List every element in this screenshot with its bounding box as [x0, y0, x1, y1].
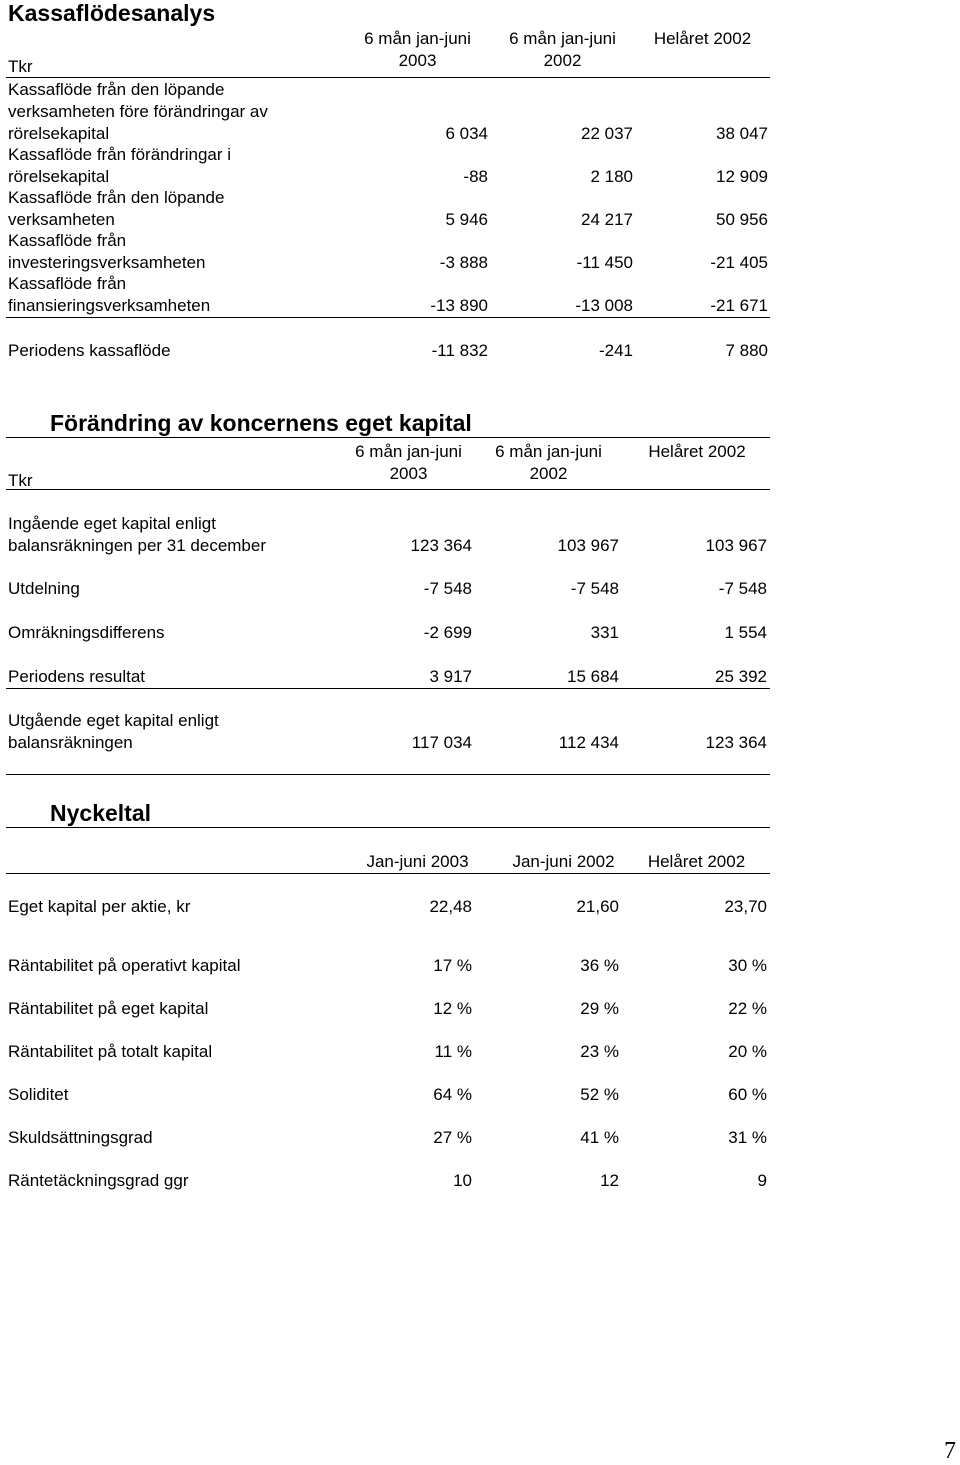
cashflow-cell: 50 956 — [716, 210, 768, 229]
cashflow-cell: 2 180 — [590, 167, 633, 186]
equity-cell: 112 434 — [558, 733, 619, 752]
equity-cell: 25 392 — [715, 667, 767, 686]
keyfigures-cell: 21,60 — [576, 897, 619, 916]
cashflow-row-label: Kassaflöde från investeringsverksamheten — [8, 231, 206, 272]
equity-title-rule — [6, 437, 770, 438]
keyfigures-cell: 22,48 — [429, 897, 472, 916]
keyfigures-row-label: Räntetäckningsgrad ggr — [8, 1171, 189, 1190]
equity-row-label: Utgående eget kapital enligt balansräkningen — [8, 711, 219, 752]
keyfigures-cell: 60 % — [728, 1085, 767, 1104]
equity-title: Förändring av koncernens eget kapital — [50, 410, 472, 436]
keyfigures-row-label: Soliditet — [8, 1085, 69, 1104]
equity-cell: 103 967 — [557, 536, 619, 555]
keyfigures-cell: 27 % — [433, 1128, 472, 1147]
keyfigures-row-label: Räntabilitet på totalt kapital — [8, 1042, 213, 1061]
cashflow-total-cell: 7 880 — [725, 341, 768, 360]
cashflow-row-label: Kassaflöde från den löpande verksamheten före förändringar av rörelsekapital — [8, 80, 268, 143]
keyfigures-col-header-2: Jan-juni 2002 — [512, 852, 615, 871]
keyfigures-cell: 29 % — [580, 999, 619, 1018]
cashflow-cell: -3 888 — [439, 253, 488, 272]
equity-cell: 123 364 — [705, 733, 767, 752]
cashflow-cell: -21 671 — [710, 296, 768, 315]
equity-row-label: Omräkningsdifferens — [8, 623, 165, 642]
equity-col-header-1: 6 mån jan-juni 2003 — [355, 442, 462, 483]
equity-cell: 15 684 — [567, 667, 619, 686]
cashflow-row-label: Kassaflöde från finansieringsverksamheten — [8, 274, 211, 315]
equity-cell: 331 — [590, 623, 619, 642]
cashflow-cell: 38 047 — [716, 124, 768, 143]
keyfigures-cell: 22 % — [728, 999, 767, 1018]
equity-cell: -7 548 — [718, 579, 767, 598]
equity-row-label: Periodens resultat — [8, 667, 146, 686]
keyfigures-col-header-1: Jan-juni 2003 — [366, 852, 469, 871]
keyfigures-row-label: Skuldsättningsgrad — [8, 1128, 153, 1147]
cashflow-total-rule — [6, 317, 770, 318]
keyfigures-col-header-3: Helåret 2002 — [647, 852, 746, 871]
keyfigures-cell: 12 % — [433, 999, 472, 1018]
cashflow-col-header-1: 6 mån jan-juni 2003 — [364, 29, 471, 70]
cashflow-cell: 5 946 — [445, 210, 488, 229]
equity-col-header-3: Helåret 2002 — [648, 442, 746, 461]
cashflow-row-label: Kassaflöde från förändringar i rörelsekapital — [8, 145, 232, 186]
keyfigures-cell: 31 % — [728, 1128, 767, 1147]
cashflow-cell: -11 450 — [576, 253, 633, 272]
keyfigures-cell: 12 — [600, 1171, 619, 1190]
cashflow-col-header-2: 6 mån jan-juni 2002 — [509, 29, 616, 70]
keyfigures-cell: 20 % — [728, 1042, 767, 1061]
keyfigures-cell: 30 % — [728, 956, 767, 975]
equity-cell: -7 548 — [570, 579, 619, 598]
keyfigures-cell: 64 % — [433, 1085, 472, 1104]
cashflow-total-cell: -241 — [598, 341, 633, 360]
cashflow-cell: 22 037 — [581, 124, 633, 143]
cashflow-cell: -21 405 — [710, 253, 768, 272]
keyfigures-cell: 36 % — [580, 956, 619, 975]
equity-cell: -2 699 — [423, 623, 472, 642]
keyfigures-cell: 10 — [453, 1171, 472, 1190]
equity-col-header-2: 6 mån jan-juni 2002 — [495, 442, 602, 483]
equity-cell: 3 917 — [429, 667, 472, 686]
cashflow-cell: -13 890 — [430, 296, 488, 315]
equity-header-rule — [6, 489, 770, 490]
equity-cell: -7 548 — [423, 579, 472, 598]
equity-cell: 117 034 — [411, 733, 472, 752]
cashflow-cell: -88 — [463, 167, 488, 186]
equity-row-label: Ingående eget kapital enligt balansräkningen per 31 december — [8, 514, 267, 555]
equity-cell: 103 967 — [705, 536, 767, 555]
keyfigures-row-label: Räntabilitet på eget kapital — [8, 999, 209, 1018]
keyfigures-cell: 23,70 — [724, 897, 767, 916]
keyfigures-title-rule — [6, 827, 770, 828]
keyfigures-cell: 41 % — [580, 1128, 619, 1147]
cashflow-row-label: Kassaflöde från den löpande verksamheten — [8, 188, 225, 229]
equity-cell: 123 364 — [410, 536, 472, 555]
cashflow-total-cell: -11 832 — [431, 341, 488, 360]
keyfigures-cell: 9 — [757, 1171, 767, 1190]
keyfigures-cell: 52 % — [580, 1085, 619, 1104]
keyfigures-cell: 11 % — [434, 1042, 472, 1061]
cashflow-cell: -13 008 — [575, 296, 633, 315]
keyfigures-row-label: Eget kapital per aktie, kr — [8, 897, 191, 916]
cashflow-unit-label: Tkr — [8, 57, 33, 76]
cashflow-title: Kassaflödesanalys — [8, 0, 216, 26]
keyfigures-header-rule — [6, 873, 770, 874]
equity-total-rule — [6, 688, 770, 689]
page-number: 7 — [944, 1438, 956, 1464]
keyfigures-cell: 23 % — [580, 1042, 619, 1061]
cashflow-cell: 24 217 — [581, 210, 633, 229]
cashflow-col-header-3: Helåret 2002 — [653, 29, 752, 48]
equity-unit-label: Tkr — [8, 471, 33, 490]
equity-bottom-rule — [6, 774, 770, 775]
cashflow-cell: 12 909 — [716, 167, 768, 186]
keyfigures-row-label: Räntabilitet på operativt kapital — [8, 956, 241, 975]
cashflow-total-label: Periodens kassaflöde — [8, 341, 171, 360]
keyfigures-cell: 17 % — [433, 956, 472, 975]
cashflow-cell: 6 034 — [445, 124, 488, 143]
cashflow-header-rule — [6, 77, 770, 78]
equity-row-label: Utdelning — [8, 579, 80, 598]
equity-cell: 1 554 — [724, 623, 767, 642]
keyfigures-title: Nyckeltal — [50, 800, 152, 826]
